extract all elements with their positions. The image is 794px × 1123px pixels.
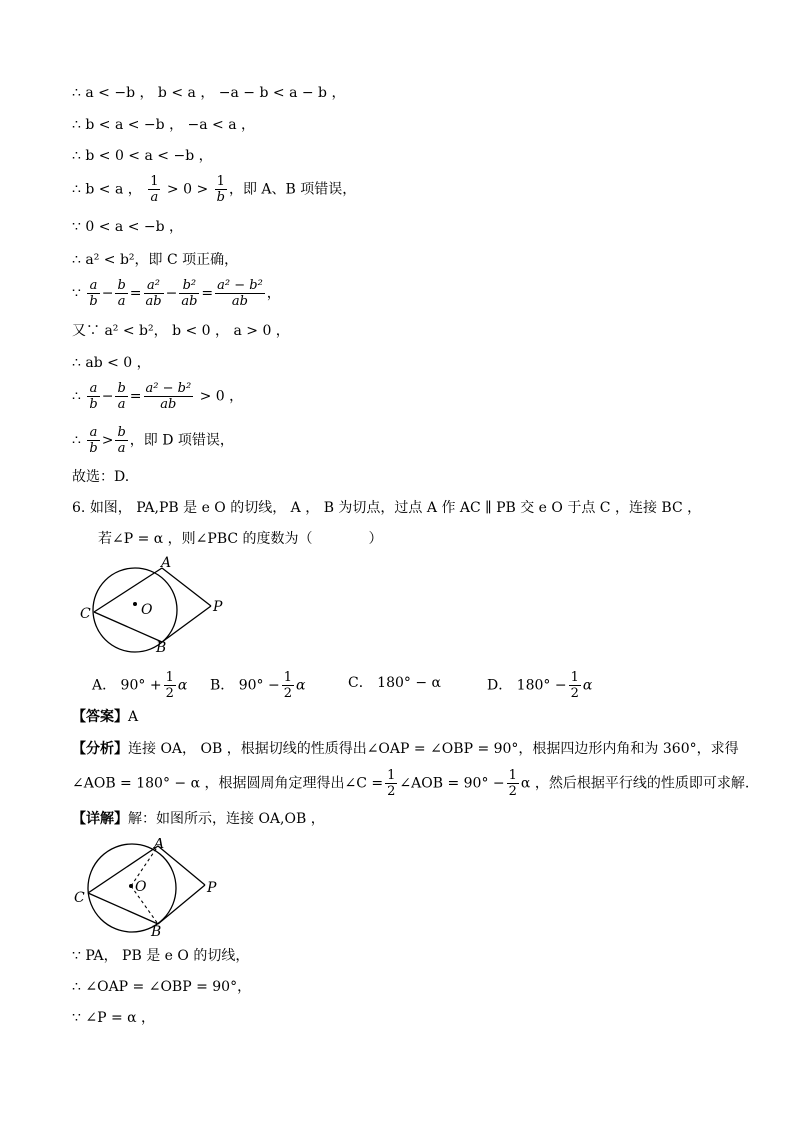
option-c[interactable]: C． 180° − α [348, 675, 441, 691]
analysis-line-1 [72, 740, 739, 758]
chord-ac-2 [88, 846, 158, 893]
question-text-1: 如图， PA,PB 是 e O 的切线， A ， B 为切点，过点 A 作 AC ∥ PB 交 e O 于点 C ，连接 BC ， [89, 500, 702, 516]
analysis-frac-1: $\frac{1}{2}$ [387, 768, 396, 799]
line-4-suffix: ，即 A、B 项错误， [228, 181, 357, 198]
frac-a-over-b-2: $\frac{a}{b}$ [89, 381, 98, 412]
line-11: ∴ $\frac{a}{b}$ > $\frac{b}{a}$ ，即 D 项错误， [72, 425, 234, 456]
option-d-frac: $\frac{1}{2}$ [570, 670, 579, 701]
line-10-suffix: > 0 ， [195, 388, 244, 405]
label-a-2: A [154, 838, 165, 852]
option-a-text: A． 90° + [92, 677, 162, 694]
frac-b-over-a-2: $\frac{b}{a}$ [117, 381, 126, 412]
option-d-alpha: α [582, 677, 593, 694]
question-number: 6. [72, 500, 86, 516]
line-11-suffix: ，即 D 项错误， [129, 432, 234, 449]
option-b-frac: $\frac{1}{2}$ [283, 670, 293, 701]
answer-label: 【答案】 [72, 709, 128, 725]
after-line-1: ∵ PA， PB 是 e O 的切线， [72, 948, 250, 964]
option-d-text: D． 180° − [487, 677, 567, 694]
analysis-text-1: 连接 OA， OB ，根据切线的性质得出∠OAP = ∠OBP = 90°，根据四边形内角和为 360°，求得 [128, 741, 739, 757]
label-b-2: B [151, 924, 162, 938]
frac-1-over-a: $\frac{1}{a}$ [150, 174, 159, 205]
detail-label: 【详解】 [72, 811, 128, 827]
line-11-prefix: ∴ [72, 432, 81, 449]
line-5: ∵ 0 < a < −b ， [72, 219, 184, 235]
line-4 [72, 174, 356, 205]
line-9: ∴ ab < 0 ， [72, 355, 151, 371]
label-b: B [156, 640, 167, 656]
after-line-3: ∵ ∠P = α ， [72, 1010, 156, 1026]
question-line-2: 若∠P = α ，则∠PBC 的度数为（ ） [98, 531, 383, 547]
line-12: 故选：D. [72, 469, 130, 485]
line-4-prefix: ∴ b < a ， [72, 181, 142, 198]
line-7-prefix: ∵ [72, 285, 81, 302]
question-line-1 [72, 499, 701, 517]
detail-line [72, 810, 325, 828]
after-line-2: ∴ ∠OAP = ∠OBP = 90°， [72, 979, 252, 995]
frac-1-over-b: $\frac{1}{b}$ [216, 174, 225, 205]
label-p-2: P [207, 880, 217, 896]
frac-diff-over-ab-2: $\frac{\text{a² − b²}}{ab}$ [145, 381, 192, 412]
tangent-pa-2 [158, 846, 205, 885]
analysis-text-2b: ∠AOB = 90° − [399, 775, 505, 792]
line-8: 又∵ a² < b²， b < 0 ， a > 0 ， [72, 323, 290, 339]
analysis-line-2 [72, 768, 749, 799]
line-10-prefix: ∴ [72, 388, 81, 405]
option-b-alpha: α [296, 677, 306, 694]
frac-a-over-b: $\frac{a}{b}$ [89, 278, 98, 309]
analysis-text-2a: ∠AOB = 180° − α ，根据圆周角定理得出∠C = [72, 775, 384, 792]
option-a-alpha: α [177, 677, 188, 694]
line-7: ∵ $\frac{a}{b}$ − $\frac{b}{a}$ = $\frac{\text{a²}}{ab}$ − $\frac{\text{b²}}{ab}$ = $\frac{\text{a² − b²}}{ab}$ ， [72, 278, 281, 309]
chord-cb-2 [88, 893, 158, 924]
line-2: ∴ b < a < −b ， −a < a ， [72, 117, 256, 133]
answer-value: A [128, 709, 139, 725]
option-b-text: B． 90° − [210, 677, 280, 694]
option-a-frac: $\frac{1}{2}$ [165, 670, 174, 701]
tangent-pb [162, 606, 211, 642]
option-d[interactable] [487, 670, 592, 701]
circle-figure-2 [72, 838, 222, 938]
center-dot-2 [129, 884, 133, 888]
label-o-2: O [135, 879, 147, 895]
line-3: ∴ b < 0 < a < −b ， [72, 148, 213, 164]
line-10: ∴ $\frac{a}{b}$ − $\frac{b}{a}$ = $\frac{\text{a² − b²}}{ab}$ > 0 ， [72, 381, 244, 412]
analysis-text-2c: α ，然后根据平行线的性质即可求解. [520, 775, 750, 792]
option-b[interactable] [210, 670, 305, 701]
tangent-pb-2 [158, 885, 205, 924]
line-1: ∴ a < −b ， b < a ， −a − b < a − b ， [72, 85, 346, 101]
line-4-mid: > 0 > [162, 181, 213, 198]
option-a[interactable] [92, 670, 187, 701]
frac-b2-over-ab: $\frac{\text{b²}}{ab}$ [181, 278, 198, 309]
label-c: C [80, 606, 91, 622]
analysis-frac-2: $\frac{1}{2}$ [508, 768, 517, 799]
frac-b-over-a: $\frac{b}{a}$ [117, 278, 126, 309]
frac-diff-over-ab: $\frac{\text{a² − b²}}{ab}$ [217, 278, 263, 309]
frac-b-over-a-3: $\frac{b}{a}$ [117, 425, 126, 456]
line-6: ∴ a² < b²，即 C 项正确， [72, 252, 239, 268]
answer-line [72, 708, 138, 726]
frac-a2-over-ab: $\frac{\text{a²}}{ab}$ [145, 278, 162, 309]
analysis-label: 【分析】 [72, 741, 128, 757]
circle-figure-1 [80, 556, 230, 656]
label-o: O [141, 602, 153, 618]
center-dot [133, 602, 137, 606]
detail-text: 解：如图所示，连接 OA,OB ， [128, 811, 325, 827]
tangent-pa [162, 568, 211, 606]
frac-a-over-b-3: $\frac{a}{b}$ [89, 425, 98, 456]
label-c-2: C [74, 890, 85, 906]
label-p: P [213, 599, 223, 615]
label-a: A [161, 556, 172, 571]
